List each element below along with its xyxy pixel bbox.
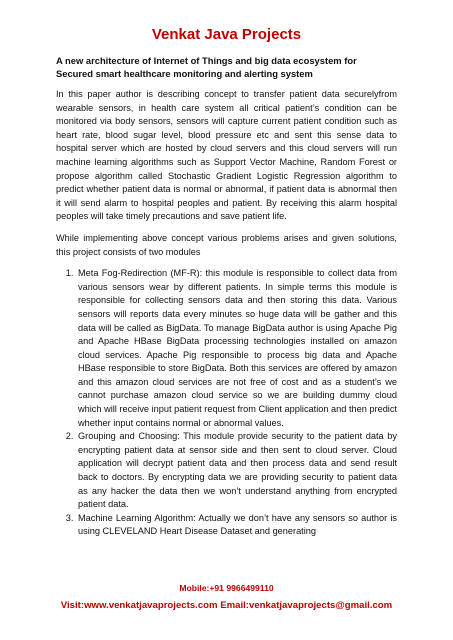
mobile-number: Mobile:+91 9966499110 <box>179 583 274 593</box>
website-email: Visit:www.venkatjavaprojects.com Email:venkatjavaprojects@gmail.com <box>60 600 393 611</box>
list-item: 2. Grouping and Choosing: This module provide security to the patient data by encrypting patient data at sensor side and then sent to cloud server. Cloud application will decrypt patient data and then process data and send result back to doctors. By encrypting data we are providing security to patient data as any hacker the data then we won’t understand anything from encrypted patient data. <box>76 430 397 512</box>
document-title <box>56 54 397 80</box>
list-item: 3. Machine Learning Algorithm: Actually we don’t have any sensors so author is using CLEVELAND Heart Disease Dataset and generating <box>76 512 397 539</box>
intro-paragraph: In this paper author is describing concept to transfer patient data securelyfrom wearable sensors, in health care system all critical patient’s condition can be monitored via body sensors, sensors will capture current patient condition such as heart rate, blood sugar level, blood pressure etc and sent this sense data to hospital server which are hosted by cloud servers and this cloud servers will run machine learning algorithms such as Support Vector Machine, Random Forest or propose algorithm called Stochastic Gradient Logistic Regression algorithm to predict whether patient data is normal or abnormal, if patient data is abnormal then it will send alarm to hospital peoples and patient. By receiving this alarm hospital peoples will take timely precautions and save patient life. <box>56 89 397 222</box>
brand-title: Venkat Java Projects <box>151 26 302 43</box>
modules-intro-paragraph: While implementing above concept various problems arises and given solutions, this project consists of two modules <box>56 232 397 257</box>
list-item: 1. Meta Fog-Redirection (MF-R): this module is responsible to collect data from various sensors wear by different patients. In simple terms this module is responsible for collecting sensors data and then storing this data. Various sensors will reports data every minutes so huge data will be gather and this data will be called as BigData. To manage BigData author is using Apache Pig and Apache HBase BigData processing technologies installed on amazon cloud services. Apache Pig responsible to process big data and Apache HBase responsible to store BigData. Both this services are offered by amazon and this amazon cloud services are not free of cost and as a student’s we cannot purchase amazon cloud service so we are building dummy cloud which will receive input patient request from Client application and then predict whether input contains normal or abnormal values. <box>76 267 397 430</box>
contact-footer <box>0 583 453 612</box>
module-list <box>56 267 397 539</box>
document-title-line-2: Secured smart healthcare monitoring and alerting system <box>56 68 313 79</box>
document-title-line-1: A new architecture of Internet of Things and big data ecosystem for <box>56 55 357 66</box>
